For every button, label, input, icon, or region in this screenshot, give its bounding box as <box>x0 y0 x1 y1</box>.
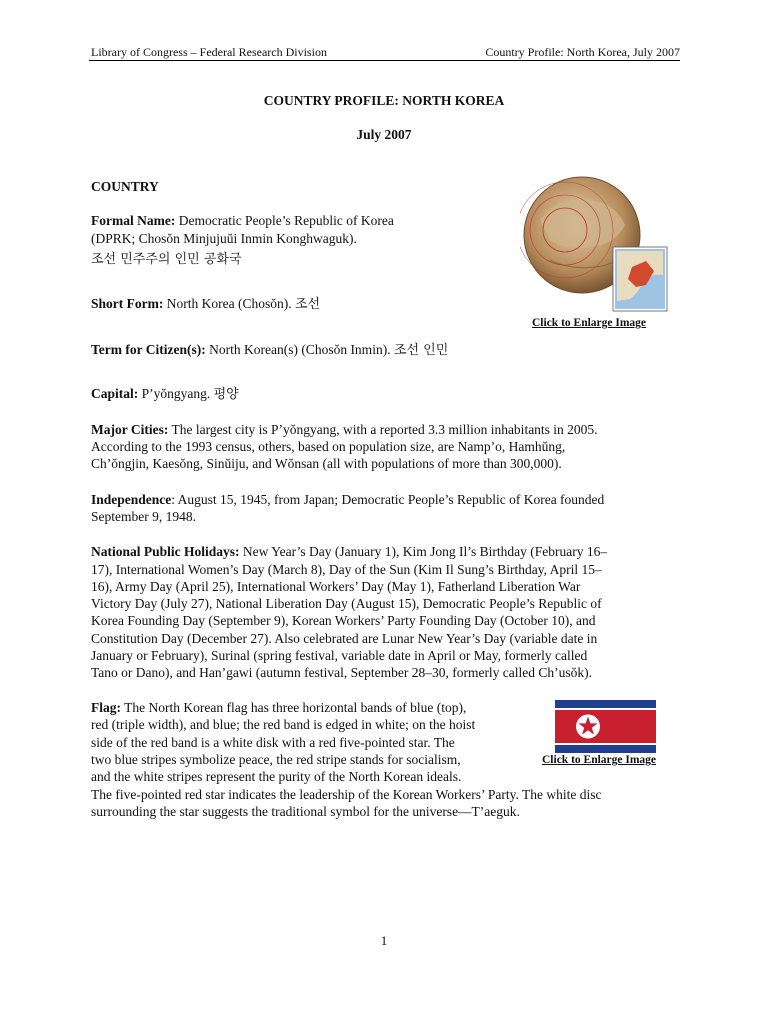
globe-icon <box>520 175 670 313</box>
holidays-text: New Year’s Day (January 1), Kim Jong Il’s Birthday (February 16– <box>239 544 608 559</box>
formal-name-line1 <box>91 212 394 229</box>
short-form <box>91 295 320 313</box>
citizen-label: Term for Citizen(s): <box>91 342 206 357</box>
holidays-line6: Constitution Day (December 27). Also celebrated are Lunar New Year’s Day (variable date in <box>91 631 598 646</box>
flag-label: Flag: <box>91 700 121 715</box>
page-number: 1 <box>380 933 388 948</box>
major-cities-label: Major Cities: <box>91 422 169 437</box>
holidays-line7: January or February), Surinal (spring festival, variable date in April or May, formerly called <box>91 648 588 663</box>
holidays-line1 <box>91 543 607 560</box>
independence-text: : August 15, 1945, from Japan; Democratic People’s Republic of Korea founded <box>171 492 605 507</box>
map-enlarge-link[interactable]: Click to Enlarge Image <box>532 317 647 329</box>
capital <box>91 385 239 403</box>
citizen-korean: 조선 인민 <box>393 343 449 358</box>
capital-korean: 평양 <box>213 387 239 402</box>
flag-text: The North Korean flag has three horizontal bands of blue (top), <box>121 700 467 715</box>
north-korea-flag-icon <box>555 700 656 753</box>
citizen-term <box>91 341 448 359</box>
holidays-label: National Public Holidays: <box>91 544 240 559</box>
short-form-label: Short Form: <box>91 296 164 311</box>
holidays-line3: 16), Army Day (April 25), International Workers’ Day (May 1), Fatherland Liberation War <box>91 579 581 594</box>
short-form-korean: 조선 <box>294 297 321 312</box>
formal-name-label: Formal Name: <box>91 213 176 228</box>
major-cities-line3: Ch’ŏngjin, Kaesŏng, Sinŭiju, and Wŏnsan (all with populations of more than 300,000). <box>91 456 562 471</box>
flag-line3: side of the red band is a white disk with a red five-pointed star. The <box>91 735 455 750</box>
header-left: Library of Congress – Federal Research Division <box>91 45 327 59</box>
formal-name-line2: (DPRK; Chosŏn Minjujuŭi Inmin Konghwaguk). <box>91 231 357 246</box>
holidays-line2: 17), International Women’s Day (March 8), Day of the Sun (Kim Il Sung’s Birthday, April 15– <box>91 562 602 577</box>
section-heading: COUNTRY <box>91 179 159 194</box>
flag-line6: The five-pointed red star indicates the leadership of the Korean Workers’ Party. The white disc <box>91 787 602 802</box>
flag-line2: red (triple width), and blue; the red band is edged in white; on the hoist <box>91 717 476 732</box>
flag-image[interactable] <box>555 700 656 753</box>
formal-name-korean: 조선 민주주의 인민 공화국 <box>91 252 242 267</box>
flag-line4: two blue stripes symbolize peace, the red stripe stands for socialism, <box>91 752 461 767</box>
document-date: July 2007 <box>356 127 412 142</box>
holidays-line5: Korea Founding Day (September 9), Korean Workers’ Party Founding Day (October 10), and <box>91 613 596 628</box>
flag-line1 <box>91 699 466 716</box>
citizen-text: North Korean(s) (Chosŏn Inmin). <box>209 342 391 357</box>
major-cities-line2: According to the 1993 census, others, based on population size, are Namp’o, Hamhŭng, <box>91 439 566 454</box>
formal-name-text: Democratic People’s Republic of Korea <box>178 213 394 228</box>
independence-line1 <box>91 491 604 508</box>
major-cities-line1 <box>91 421 598 438</box>
document-title: COUNTRY PROFILE: NORTH KOREA <box>263 93 505 108</box>
capital-text: P’yŏngyang. <box>141 386 211 401</box>
flag-line7: surrounding the star suggests the traditional symbol for the universe—T’aeguk. <box>91 804 520 819</box>
header-rule <box>89 60 680 61</box>
holidays-line4: Victory Day (July 27), National Liberation Day (August 15), Democratic People’s Republic of <box>91 596 602 611</box>
holidays-line8: Tano or Dano), and Han’gawi (autumn festival, September 28–30, formerly called Ch’usŏk). <box>91 665 593 680</box>
capital-label: Capital: <box>91 386 139 401</box>
flag-enlarge-link[interactable]: Click to Enlarge Image <box>542 754 657 766</box>
short-form-text: North Korea (Chosŏn). <box>166 296 292 311</box>
independence-label: Independence <box>91 492 172 507</box>
major-cities-text: The largest city is P’yŏngyang, with a reported 3.3 million inhabitants in 2005. <box>171 422 598 437</box>
flag-line5: and the white stripes represent the purity of the North Korean ideals. <box>91 769 462 784</box>
header-right: Country Profile: North Korea, July 2007 <box>485 45 680 59</box>
globe-map-image[interactable] <box>520 175 670 313</box>
independence-line2: September 9, 1948. <box>91 509 196 524</box>
